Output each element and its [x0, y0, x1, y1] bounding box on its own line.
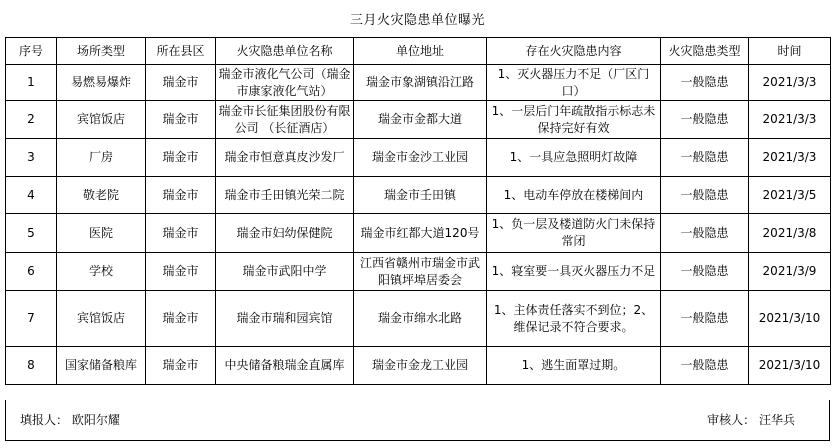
reviewer-label: 审核人： 汪华兵 [707, 413, 795, 427]
col-header-address: 单位地址 [354, 38, 487, 65]
cell-county: 瑞金市 [146, 291, 216, 347]
col-header-type: 场所类型 [57, 38, 146, 65]
cell-date: 2021/3/3 [749, 65, 831, 101]
cell-type: 医院 [57, 214, 146, 253]
cell-no: 3 [6, 139, 57, 177]
cell-type: 宾馆饭店 [57, 101, 146, 139]
cell-issue: 1、电动车停放在楼梯间内 [487, 177, 661, 214]
col-header-name: 火灾隐患单位名称 [216, 38, 354, 65]
cell-hazard-type: 一般隐患 [661, 347, 749, 385]
cell-hazard-type: 一般隐患 [661, 291, 749, 347]
table-row [6, 65, 831, 101]
cell-no: 5 [6, 214, 57, 253]
cell-hazard-type: 一般隐患 [661, 101, 749, 139]
cell-address: 瑞金市金都大道 [354, 101, 487, 139]
cell-address: 瑞金市红都大道120号 [354, 214, 487, 253]
cell-type: 学校 [57, 253, 146, 291]
table-header-row [6, 38, 831, 65]
cell-issue: 1、灭火器压力不足（厂区门口） [487, 65, 661, 101]
cell-county: 瑞金市 [146, 347, 216, 385]
footer [0, 400, 835, 442]
cell-address: 瑞金市绵水北路 [354, 291, 487, 347]
cell-county: 瑞金市 [146, 139, 216, 177]
cell-date: 2021/3/3 [749, 101, 831, 139]
cell-name: 瑞金市液化气公司（瑞金市康家液化气站） [216, 65, 354, 101]
cell-no: 4 [6, 177, 57, 214]
cell-issue: 1、寝室要一具灭火器压力不足 [487, 253, 661, 291]
hazard-table [5, 37, 831, 385]
cell-address: 瑞金市金龙工业园 [354, 347, 487, 385]
cell-name: 瑞金市武阳中学 [216, 253, 354, 291]
table-row [6, 139, 831, 177]
cell-county: 瑞金市 [146, 65, 216, 101]
cell-hazard-type: 一般隐患 [661, 214, 749, 253]
cell-date: 2021/3/9 [749, 253, 831, 291]
cell-address: 江西省赣州市瑞金市武阳镇坪埠居委会 [354, 253, 487, 291]
table-row [6, 253, 831, 291]
cell-issue: 1、一具应急照明灯故障 [487, 139, 661, 177]
col-header-issue: 存在火灾隐患内容 [487, 38, 661, 65]
cell-no: 2 [6, 101, 57, 139]
table-row [6, 214, 831, 253]
cell-date: 2021/3/8 [749, 214, 831, 253]
cell-date: 2021/3/10 [749, 291, 831, 347]
cell-issue: 1、一层后门年疏散指示标志未保持完好有效 [487, 101, 661, 139]
cell-issue: 1、负一层及楼道防火门未保持常闭 [487, 214, 661, 253]
cell-no: 1 [6, 65, 57, 101]
cell-hazard-type: 一般隐患 [661, 253, 749, 291]
cell-no: 6 [6, 253, 57, 291]
cell-no: 7 [6, 291, 57, 347]
cell-name: 瑞金市瑞和园宾馆 [216, 291, 354, 347]
col-header-no: 序号 [6, 38, 57, 65]
cell-type: 宾馆饭店 [57, 291, 146, 347]
cell-issue: 1、主体责任落实不到位；2、维保记录不符合要求。 [487, 291, 661, 347]
cell-name: 瑞金市壬田镇光荣二院 [216, 177, 354, 214]
col-header-date: 时间 [749, 38, 831, 65]
cell-no: 8 [6, 347, 57, 385]
cell-type: 厂房 [57, 139, 146, 177]
cell-date: 2021/3/10 [749, 347, 831, 385]
cell-county: 瑞金市 [146, 253, 216, 291]
cell-hazard-type: 一般隐患 [661, 177, 749, 214]
table-row [6, 291, 831, 347]
table-row [6, 347, 831, 385]
cell-county: 瑞金市 [146, 214, 216, 253]
cell-name: 瑞金市恒意真皮沙发厂 [216, 139, 354, 177]
page-title: 三月火灾隐患单位曝光 [349, 13, 485, 28]
cell-county: 瑞金市 [146, 177, 216, 214]
cell-name: 瑞金市长征集团股份有限公司 （长征酒店） [216, 101, 354, 139]
table-row [6, 101, 831, 139]
cell-type: 易燃易爆炸 [57, 65, 146, 101]
reporter-label: 填报人： 欧阳尔耀 [20, 413, 120, 427]
cell-name: 中央储备粮瑞金直属库 [216, 347, 354, 385]
cell-name: 瑞金市妇幼保健院 [216, 214, 354, 253]
cell-county: 瑞金市 [146, 101, 216, 139]
cell-hazard-type: 一般隐患 [661, 65, 749, 101]
table-row [6, 177, 831, 214]
col-header-county: 所在县区 [146, 38, 216, 65]
cell-date: 2021/3/5 [749, 177, 831, 214]
cell-address: 瑞金市象湖镇沿江路 [354, 65, 487, 101]
cell-type: 敬老院 [57, 177, 146, 214]
cell-address: 瑞金市壬田镇 [354, 177, 487, 214]
cell-address: 瑞金市金沙工业园 [354, 139, 487, 177]
col-header-hazard-type: 火灾隐患类型 [661, 38, 749, 65]
cell-type: 国家储备粮库 [57, 347, 146, 385]
cell-date: 2021/3/3 [749, 139, 831, 177]
cell-hazard-type: 一般隐患 [661, 139, 749, 177]
cell-issue: 1、逃生面罩过期。 [487, 347, 661, 385]
